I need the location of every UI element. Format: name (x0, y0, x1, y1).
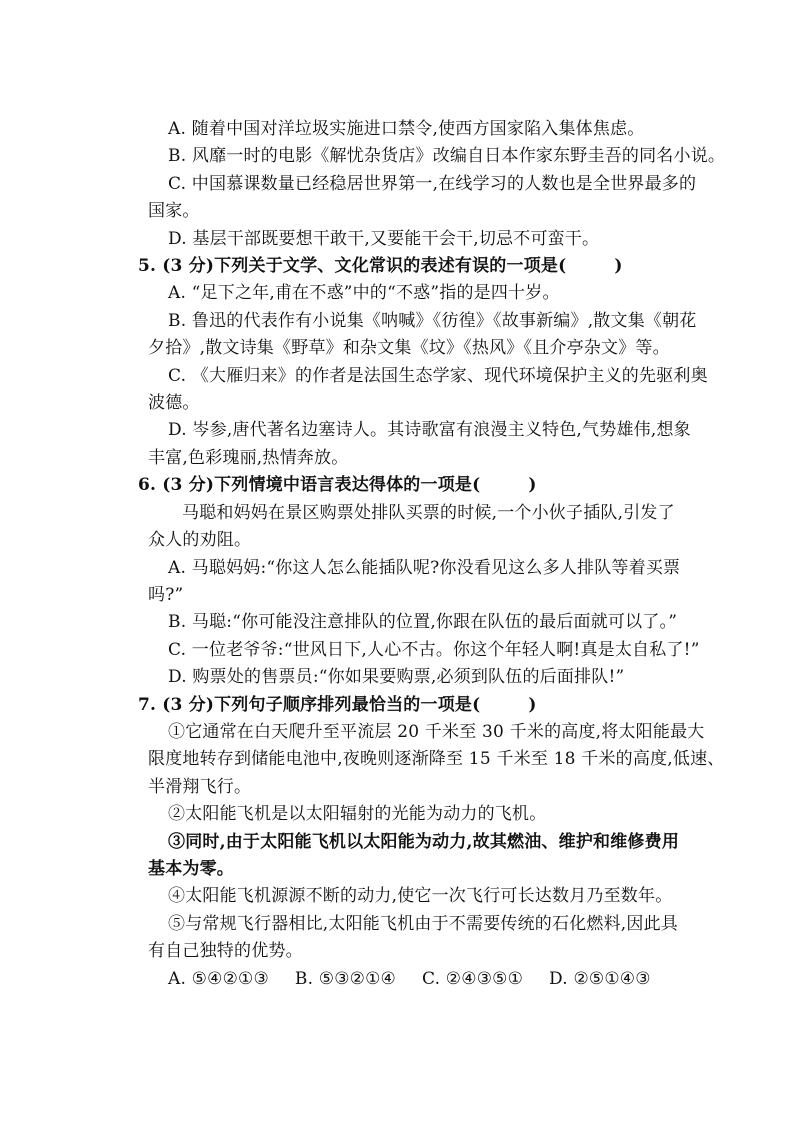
q6-close-paren: ) (528, 475, 537, 496)
q5-option-d-line1: D. 岑参,唐代著名边塞诗人。其诗歌富有浪漫主义特色,气势雄伟,想象 (168, 420, 691, 441)
q7-sentence-1-line3: 半滑翔飞行。 (148, 776, 252, 797)
q7-sentence-4: ④太阳能飞机源源不断的动力,使它一次飞行可长达数月乃至数年。 (168, 886, 673, 907)
q4-option-d: D. 基层干部既要想干敢干,又要能干会干,切忌不可蛮干。 (168, 228, 600, 249)
q7-option-c: C. ②④③⑤① (422, 968, 524, 989)
q7-sentence-1-line1: ①它通常在白天爬升至平流层 20 千米至 30 千米的高度,将太阳能最大 (168, 721, 705, 742)
q7-option-d: D. ②⑤①④③ (549, 968, 651, 989)
q5-option-a: A. “足下之年,甫在不惑”中的“不惑”指的是四十岁。 (168, 283, 560, 304)
q7-sentence-2: ②太阳能飞机是以太阳辐射的光能为动力的飞机。 (168, 804, 547, 825)
q6-option-d: D. 购票处的售票员:“你如果要购票,必须到队伍的后面排队!” (168, 667, 625, 688)
q6-scene-line2: 众人的劝阻。 (148, 530, 252, 551)
q4-option-c-line1: C. 中国慕课数量已经稳居世界第一,在线学习的人数也是全世界最多的 (168, 173, 697, 194)
q5-option-c-line1: C. 《大雁归来》的作者是法国生态学家、现代环境保护主义的先驱利奥 (168, 365, 708, 386)
q6-scene-line1: 马聪和妈妈在景区购票处排队买票的时候,一个小伙子插队,引发了 (182, 502, 675, 523)
q4-option-c-line2: 国家。 (148, 201, 200, 222)
q5-stem (138, 253, 678, 280)
q5-stem-text: 5. (3 分)下列关于文学、文化常识的表述有误的一项是( (138, 256, 567, 277)
q7-sentence-5-line2: 有自己独特的优势。 (148, 941, 303, 962)
q7-stem (138, 692, 678, 719)
q7-option-a: A. ⑤④②①③ (168, 968, 269, 989)
q7-stem-text: 7. (3 分)下列句子顺序排列最恰当的一项是( (138, 694, 481, 715)
q7-options (138, 966, 678, 993)
q6-stem (138, 472, 678, 499)
q7-sentence-1-line2: 限度地转存到储能电池中,夜晚则逐渐降至 15 千米至 18 千米的高度,低速、 (148, 749, 725, 770)
q5-option-d-line2: 丰富,色彩瑰丽,热情奔放。 (148, 447, 349, 468)
q5-option-b-line1: B. 鲁迅的代表作有小说集《呐喊》《彷徨》《故事新编》,散文集《朝花 (168, 310, 697, 331)
q5-close-paren: ) (614, 256, 623, 277)
q6-option-a-line2: 吗?” (148, 584, 184, 605)
q6-option-a-line1: A. 马聪妈妈:“你这人怎么能插队呢?你没看见这么多人排队等着买票 (168, 557, 681, 578)
q7-sentence-5-line1: ⑤与常规飞行器相比,太阳能飞机由于不需要传统的石化燃料,因此具 (168, 913, 679, 934)
q7-close-paren: ) (528, 694, 537, 715)
question-content (138, 116, 726, 993)
q6-option-c: C. 一位老爷爷:“世风日下,人心不古。你这个年轻人啊!真是太自私了!” (168, 639, 700, 660)
q5-option-b-line2: 夕拾》,散文诗集《野草》和杂文集《坟》《热风》《且介亭杂文》等。 (148, 338, 670, 359)
q4-option-b: B. 风靡一时的电影《解忧杂货店》改编自日本作家东野圭吾的同名小说。 (168, 146, 726, 167)
q7-sentence-3-line1: ③同时,由于太阳能飞机以太阳能为动力,故其燃油、维护和维修费用 (168, 831, 680, 852)
q5-option-c-line2: 波德。 (148, 393, 200, 414)
q6-stem-text: 6. (3 分)下列情境中语言表达得体的一项是( (138, 475, 481, 496)
q7-sentence-3-line2: 基本为零。 (148, 858, 234, 879)
q7-option-b: B. ⑤③②①④ (294, 968, 396, 989)
q6-option-b: B. 马聪:“你可能没注意排队的位置,你跟在队伍的最后面就可以了。” (168, 612, 678, 633)
q4-option-a: A. 随着中国对洋垃圾实施进口禁令,使西方国家陷入集体焦虑。 (168, 119, 645, 139)
